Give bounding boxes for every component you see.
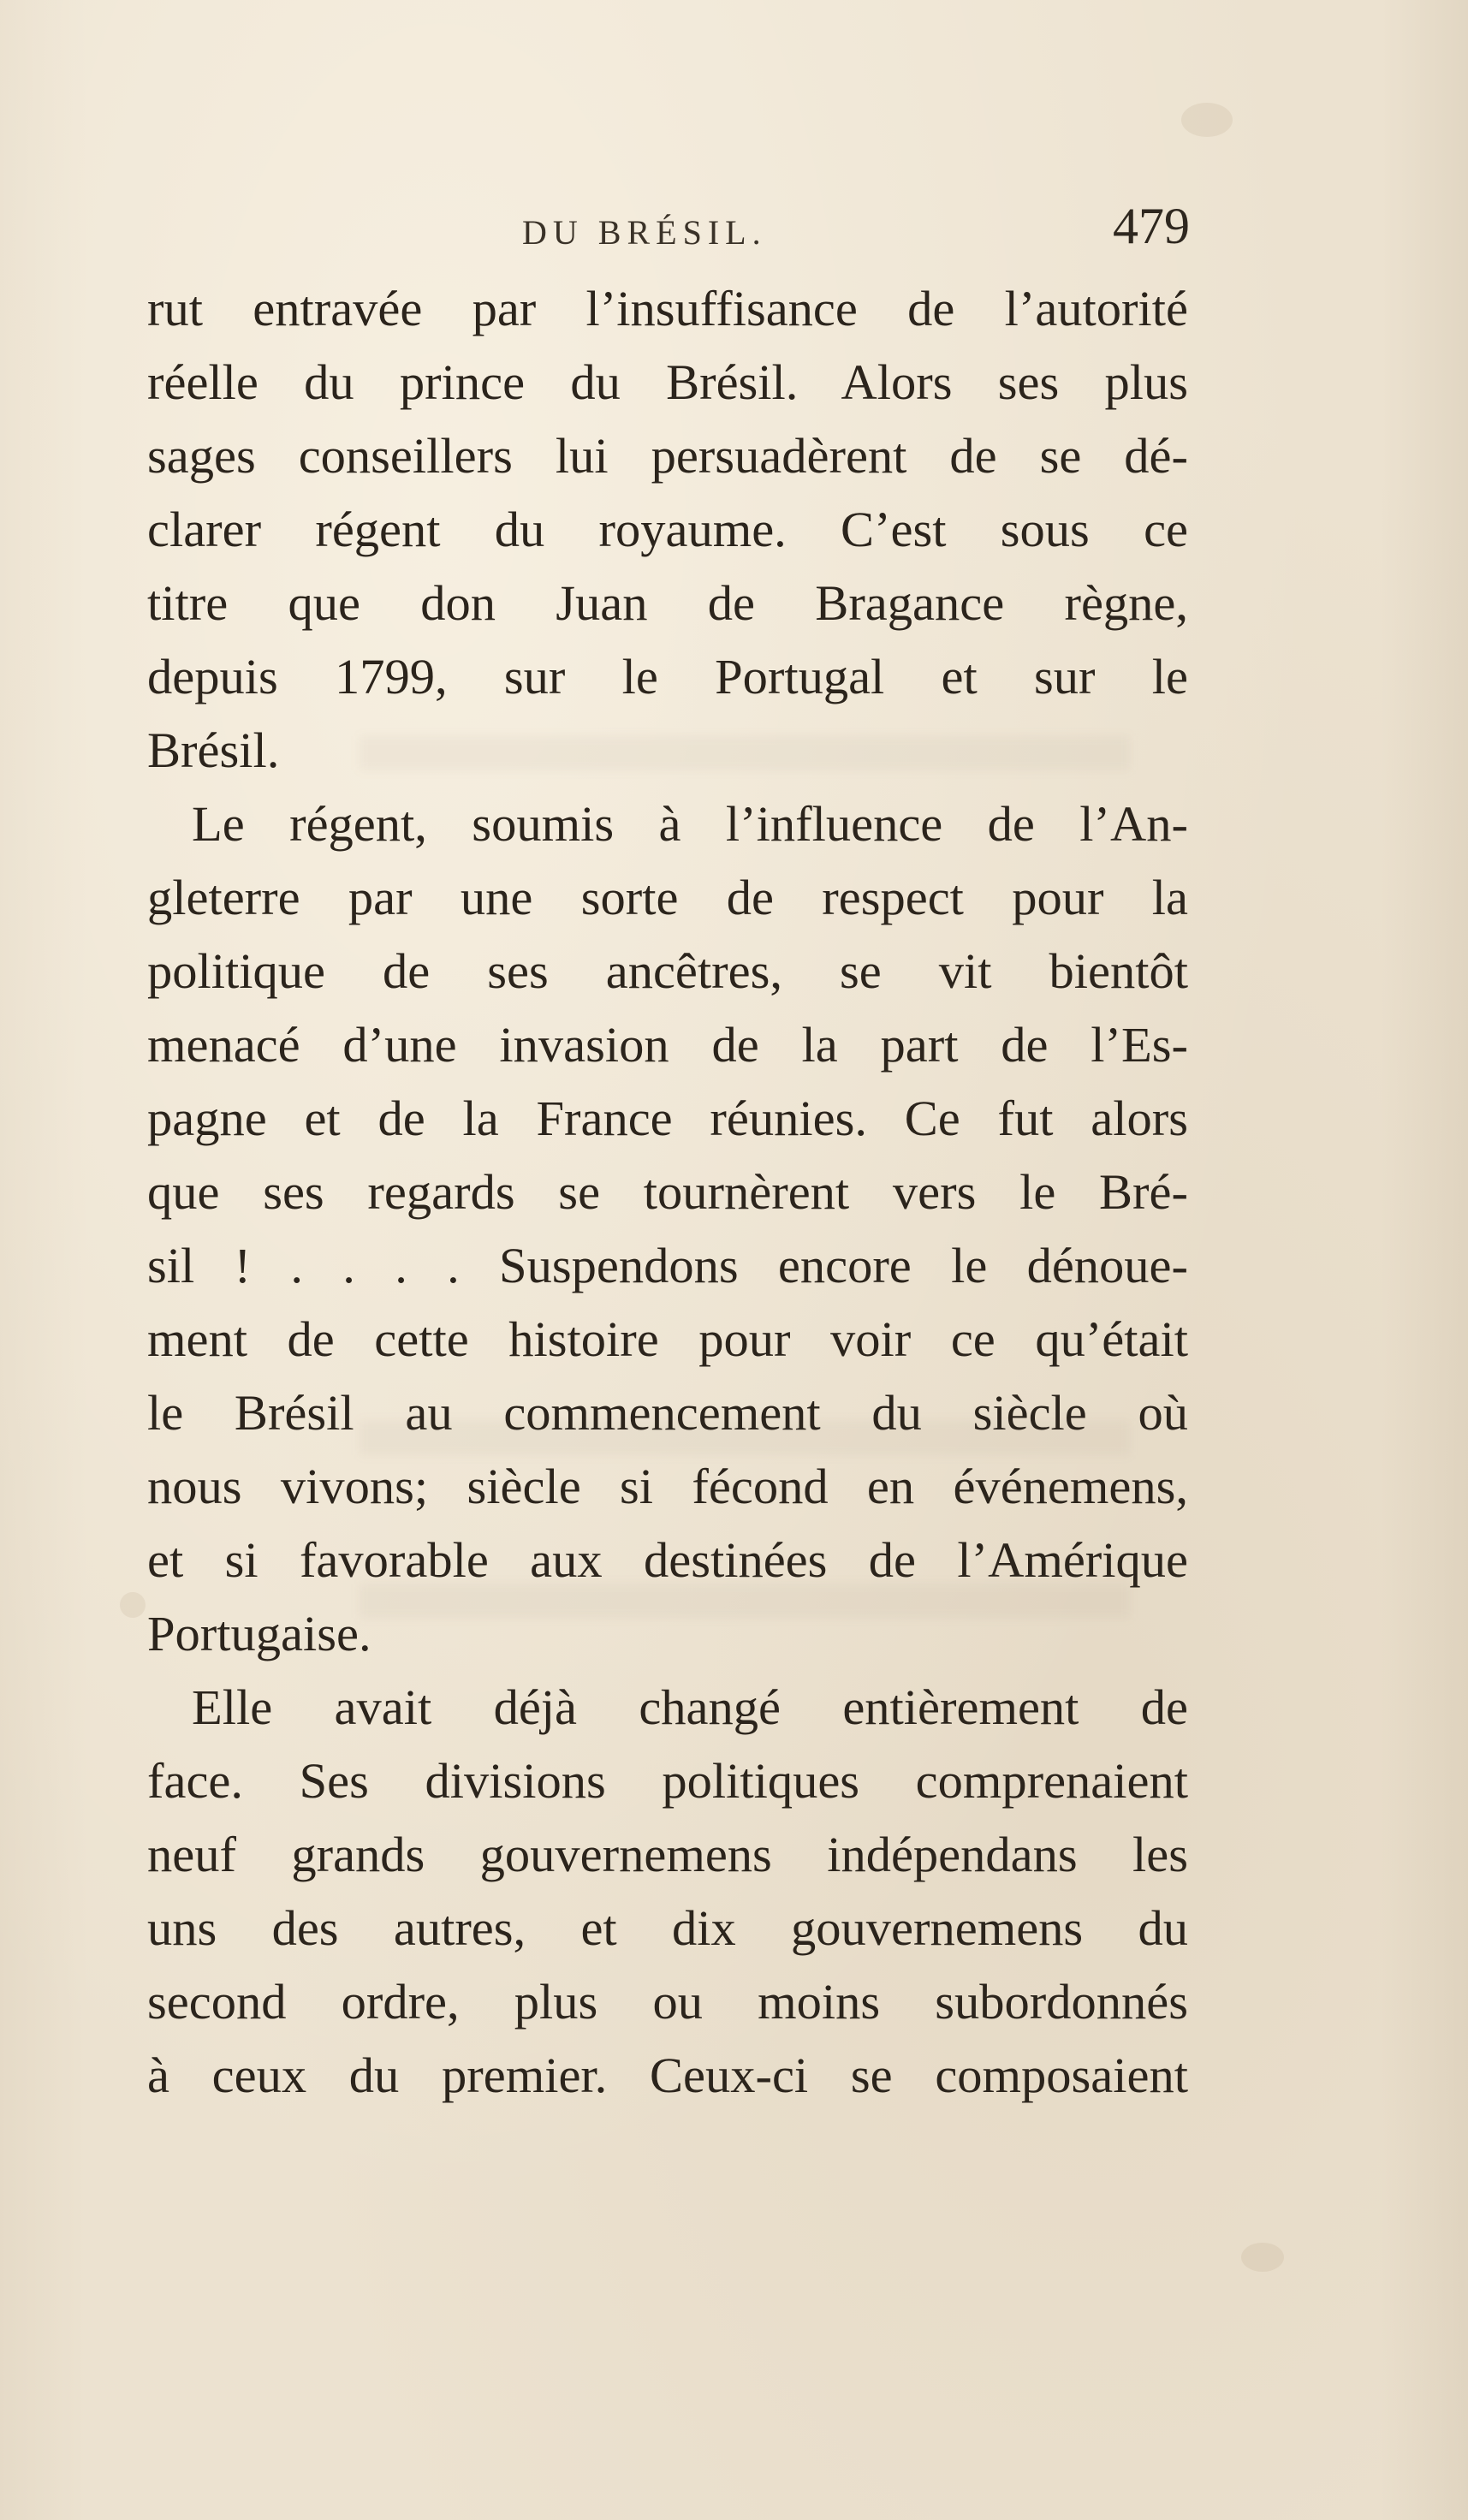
page-header [146, 198, 1190, 272]
text-line: Elle avait déjà changé entièrement de [192, 1679, 1188, 1735]
text-line: rut entravée par l’insuffisance de l’autorité [147, 281, 1188, 336]
text-line: menacé d’une invasion de la part de l’Es- [147, 1017, 1188, 1073]
text-line: pagne et de la France réunies. Ce fut alors [147, 1091, 1188, 1146]
text-line: clarer régent du royaume. C’est sous ce [147, 502, 1188, 557]
text-line: uns des autres, et dix gouvernemens du [147, 1900, 1188, 1956]
text-line: Portugaise. [147, 1606, 371, 1661]
text-line: nous vivons; siècle si fécond en événemens, [147, 1459, 1188, 1514]
page-number: 479 [1113, 198, 1190, 254]
text-line: neuf grands gouvernemens indépendans les [147, 1827, 1188, 1882]
text-line: politique de ses ancêtres, se vit bientôt [147, 943, 1188, 999]
text-line: sages conseillers lui persuadèrent de se dé- [147, 428, 1188, 484]
text-line: second ordre, plus ou moins subordonnés [147, 1974, 1188, 2030]
paper-stain [1241, 2243, 1284, 2272]
text-line: et si favorable aux destinées de l’Amérique [147, 1532, 1188, 1588]
text-line: sil ! . . . . Suspendons encore le dénoue- [147, 1238, 1188, 1293]
paper-stain [120, 1592, 146, 1618]
paper-stain [1181, 103, 1233, 137]
text-line: titre que don Juan de Bragance règne, [147, 575, 1188, 631]
text-line: à ceux du premier. Ceux-ci se composaient [147, 2048, 1188, 2103]
text-line: ment de cette histoire pour voir ce qu’était [147, 1311, 1188, 1367]
text-line: Brésil. [147, 722, 280, 778]
text-line: le Brésil au commencement du siècle où [147, 1385, 1188, 1441]
body-text [147, 272, 1188, 2113]
text-line: que ses regards se tournèrent vers le Bré- [147, 1164, 1188, 1220]
text-line: face. Ses divisions politiques comprenaient [147, 1753, 1188, 1809]
text-line: depuis 1799, sur le Portugal et sur le [147, 649, 1188, 704]
text-line: Le régent, soumis à l’influence de l’An- [192, 796, 1188, 852]
running-head: DU BRÉSIL. [522, 213, 767, 252]
text-line: réelle du prince du Brésil. Alors ses plus [147, 354, 1188, 410]
text-line: gleterre par une sorte de respect pour la [147, 870, 1188, 925]
